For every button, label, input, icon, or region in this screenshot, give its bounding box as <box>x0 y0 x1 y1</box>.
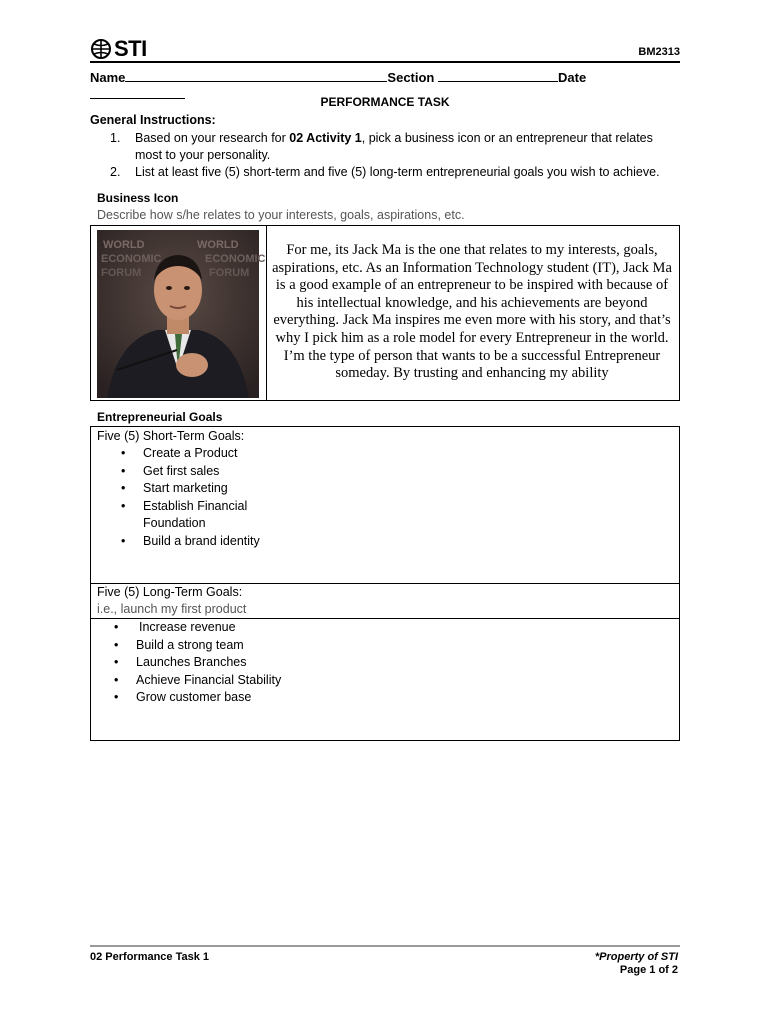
svg-text:FORUM: FORUM <box>101 267 142 279</box>
photo-bg-word: WORLD <box>103 239 145 251</box>
course-code: BM2313 <box>638 46 680 58</box>
page-title: PERFORMANCE TASK <box>320 95 450 109</box>
instruction-item: 1. Based on your research for 02 Activity 1, pick a business icon or an entrepreneur that relates most to your personality. <box>110 131 653 162</box>
list-item: • Grow customer base <box>136 689 436 707</box>
list-item: • Launches Branches <box>136 654 436 672</box>
list-item: • Get first sales <box>143 463 263 481</box>
instruction-item: 2. List at least five (5) short-term and five (5) long-term entrepreneurial goals you wish to achieve. <box>110 165 660 179</box>
section-label: Section <box>387 70 435 85</box>
list-item: • Build a brand identity <box>143 533 263 551</box>
section-field[interactable] <box>438 68 558 82</box>
entrepreneurial-goals-heading: Entrepreneurial Goals <box>97 410 223 424</box>
long-term-label: Five (5) Long-Term Goals: <box>97 585 243 599</box>
sti-globe-icon <box>90 38 112 60</box>
page-number: Page 1 of 2 <box>619 964 678 976</box>
long-term-list <box>136 619 436 707</box>
svg-text:ECONOMIC: ECONOMIC <box>101 253 162 265</box>
footer-divider <box>90 945 680 947</box>
general-instructions-heading: General Instructions: <box>90 113 216 127</box>
list-item: • Create a Product <box>143 445 263 463</box>
list-item: • Start marketing <box>143 480 263 498</box>
portrait-image <box>97 230 266 398</box>
property-notice: *Property of STI <box>594 951 678 963</box>
short-term-label: Five (5) Short-Term Goals: <box>97 429 245 443</box>
list-item: • Increase revenue <box>136 619 436 637</box>
header-divider <box>90 61 680 63</box>
business-icon-hint: Describe how s/he relates to your interests, goals, aspirations, etc. <box>97 208 465 222</box>
svg-text:WORLD: WORLD <box>197 239 239 251</box>
footer-doc-title: 02 Performance Task 1 <box>90 951 210 963</box>
name-label: Name <box>90 70 126 85</box>
business-icon-description: For me, its Jack Ma is the one that relates to my interests, goals, aspirations, etc. As an Information Technology student (IT), Jack Ma is a good example of an entrepreneur to be inspired with because of his intellectual knowledge, and his achievements are beyond everything. Jack Ma inspires me even more with his story, and that’s why I pick him as a role model for every Entrepreneur in the world. I’m the type of person that wants to be a successful Entrepreneur someday. By trusting and enhancing my ability <box>272 242 672 382</box>
list-item: • Build a strong team <box>136 637 436 655</box>
instructions-list <box>110 130 680 181</box>
svg-text:FORUM: FORUM <box>209 267 250 279</box>
long-term-hint: i.e., launch my first product <box>97 602 247 616</box>
list-item: • Establish Financial Foundation <box>143 498 263 533</box>
business-icon-heading: Business Icon <box>97 191 179 205</box>
sti-logo <box>90 38 147 60</box>
date-label: Date <box>558 70 587 85</box>
name-field[interactable] <box>125 68 387 82</box>
logo-text: STI <box>114 36 147 61</box>
short-term-list <box>143 445 263 550</box>
svg-text:ECONOMIC: ECONOMIC <box>205 253 266 265</box>
footer-right <box>595 951 678 977</box>
list-item: • Achieve Financial Stability <box>136 672 436 690</box>
entrepreneur-photo <box>97 230 266 398</box>
